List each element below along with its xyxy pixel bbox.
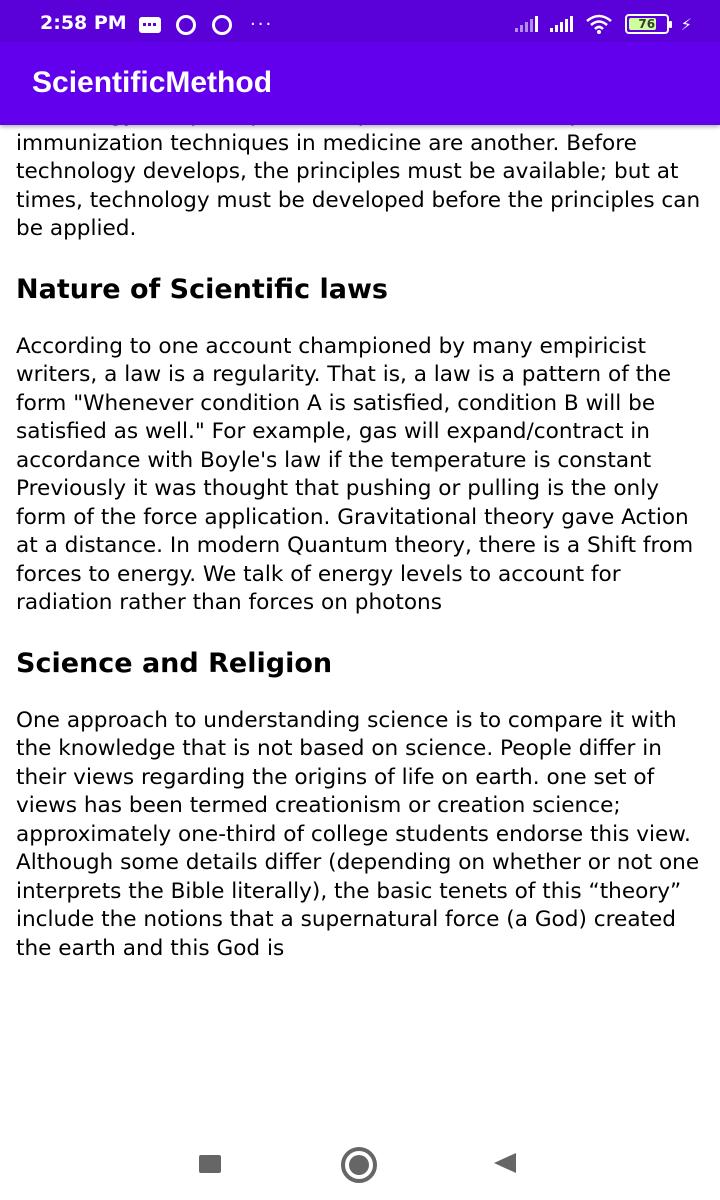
ring-icon: [174, 15, 198, 35]
article-body: [16, 101, 708, 991]
system-nav-bar: [0, 1128, 720, 1200]
section-body-nature-of-laws: According to one account championed by many empiricist writers, a law is a regularity. That is, a law is a pattern of the form "Whenever condition A is satisfied, condition B will be satisfied as well." For example, gas will expand/contract in accordance with Boyle's law if the temperature is constant Previously it was thought that pushing or pulling is the only form of the force application. Gravitational theory gave Action at a distance. In modern Quantum theory, there is a Shift from forces to energy. We talk of energy levels to account for radiation rather than forces on photons: [16, 333, 694, 615]
charging-icon: ⚡: [680, 14, 692, 34]
system-icons: [515, 14, 692, 34]
ring-icon: [210, 15, 234, 35]
signal-icon: [550, 16, 573, 32]
article-scroll-view[interactable]: [0, 125, 720, 1128]
wifi-icon: [585, 14, 613, 34]
notification-icons: [138, 14, 273, 35]
app-bar: [0, 42, 720, 125]
back-button[interactable]: [494, 1153, 516, 1173]
battery-level: 76: [638, 17, 656, 31]
section-body-science-and-religion: One approach to understanding science is to compare it with the knowledge that is not based on science. People differ in their views regarding the origins of life on earth. one set of views has been termed creationism or creation science; approximately one-third of college students endorse this view. Although some details differ (depending on whether or not one interprets the Bible literally), the basic tenets of this “theory” include the notions that a supernatural force (a God) created the earth and this God is: [16, 707, 700, 961]
battery-icon: [625, 14, 669, 34]
section-heading-nature-of-laws: Nature of Scientific laws: [16, 273, 388, 305]
section-heading-science-and-religion: Science and Religion: [16, 647, 333, 679]
signal-icon: [515, 16, 538, 32]
status-time: 2:58 PM: [40, 12, 127, 34]
message-icon: [138, 15, 162, 35]
intro-paragraph: immunization techniques in medicine are another. Before technology develops, the principles must be available; but at times, technology must be developed before the principles can be applied.: [16, 130, 701, 241]
overflow-dots-icon: ···: [250, 14, 274, 35]
home-button[interactable]: [341, 1147, 377, 1183]
recents-button[interactable]: [199, 1155, 221, 1173]
app-title: ScientificMethod: [32, 66, 273, 99]
